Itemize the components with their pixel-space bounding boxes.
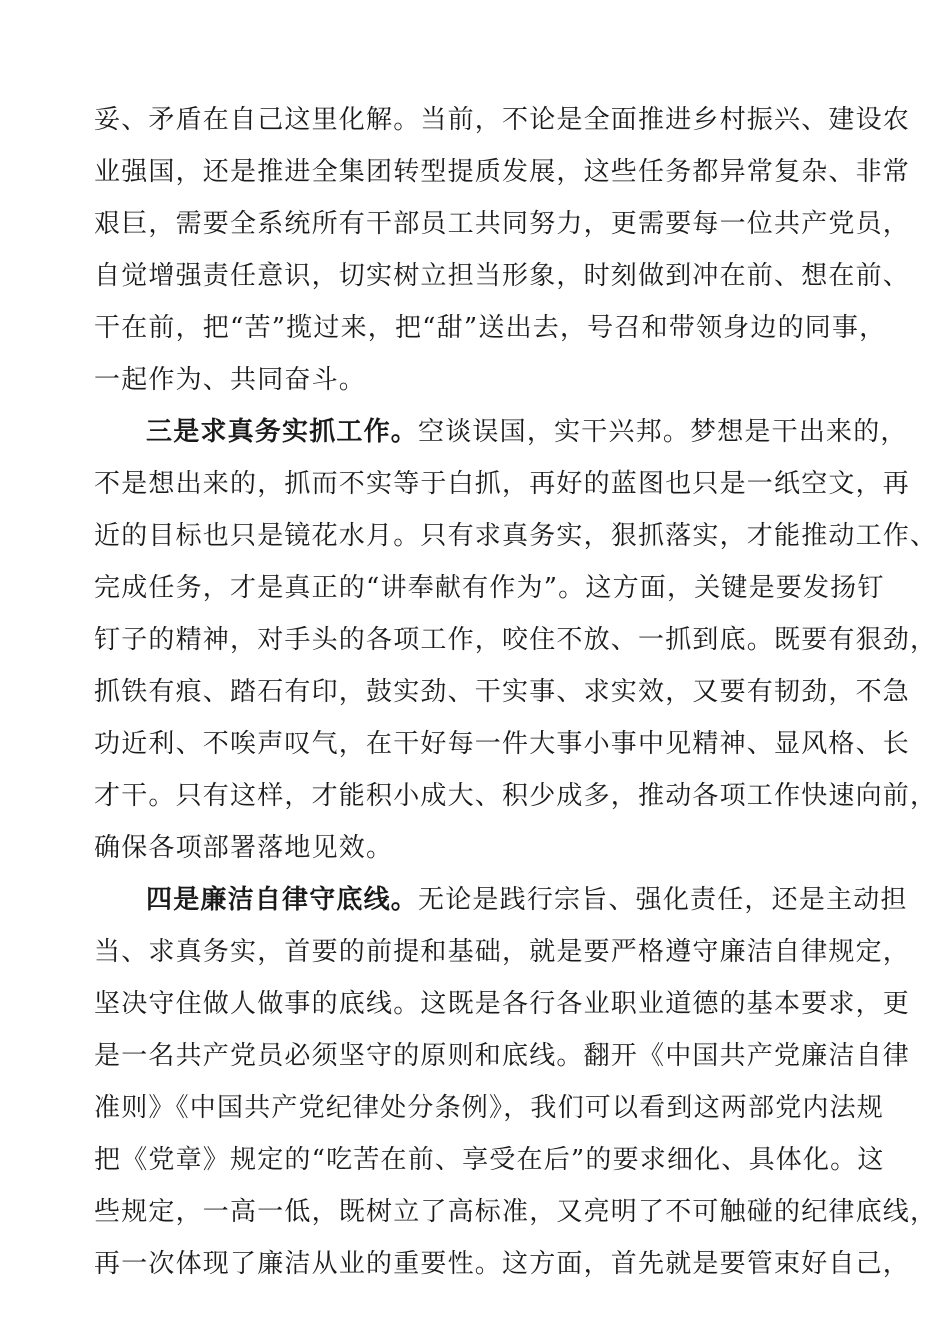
text-line: 自觉增强责任意识，切实树立担当形象，时刻做到冲在前、想在前、: [94, 261, 911, 291]
text-line: 完成任务，才是真正的“讲奉献有作为”。这方面，关键是要发扬钉: [94, 573, 885, 603]
paragraph-three-first-line: [146, 414, 908, 450]
text-line: 再一次体现了廉洁从业的重要性。这方面，首先就是要管束好自己，: [94, 1249, 911, 1279]
text-line: 抓铁有痕、踏石有印，鼓实劲、干实事、求实效，又要有韧劲，不急: [94, 677, 911, 707]
paragraph-four-text: 无论是践行宗旨、强化责任，还是主动担: [418, 885, 908, 915]
paragraph-three-heading: 三是求真务实抓工作。: [146, 417, 419, 447]
text-line: 确保各项部署落地见效。: [94, 833, 394, 863]
paragraph-four-heading: 四是廉洁自律守底线。: [146, 885, 419, 915]
text-line: 一起作为、共同奋斗。: [94, 365, 367, 395]
text-line: 干在前，把“苦”揽过来，把“甜”送出去，号召和带领身边的同事，: [94, 313, 887, 343]
text-line: 不是想出来的，抓而不实等于白抓，再好的蓝图也只是一纸空文，再: [94, 469, 911, 499]
text-line: 业强国，还是推进全集团转型提质发展，这些任务都异常复杂、非常: [94, 157, 911, 187]
text-line: 艰巨，需要全系统所有干部员工共同努力，更需要每一位共产党员，: [94, 209, 911, 239]
text-line: 妥、矛盾在自己这里化解。当前，不论是全面推进乡村振兴、建设农: [94, 105, 911, 135]
text-line: 钉子的精神，对手头的各项工作，咬住不放、一抓到底。既要有狠劲，: [94, 625, 938, 655]
text-line: 准则》《中国共产党纪律处分条例》，我们可以看到这两部党内法规: [94, 1093, 885, 1123]
text-line: 当、求真务实，首要的前提和基础，就是要严格遵守廉洁自律规定，: [94, 937, 911, 967]
text-line: 是一名共产党员必须坚守的原则和底线。翻开《中国共产党廉洁自律: [94, 1041, 911, 1071]
paragraph-three-text: 空谈误国，实干兴邦。梦想是干出来的，: [418, 417, 908, 447]
paragraph-four-first-line: [146, 882, 908, 918]
text-line: 功近利、不唉声叹气，在干好每一件大事小事中见精神、显风格、长: [94, 729, 911, 759]
text-line: 才干。只有这样，才能积小成大、积少成多，推动各项工作快速向前，: [94, 781, 938, 811]
text-line: 把《党章》规定的“吃苦在前、享受在后”的要求细化、具体化。这: [94, 1145, 885, 1175]
text-line: 近的目标也只是镜花水月。只有求真务实，狠抓落实，才能推动工作、: [94, 521, 938, 551]
text-line: 坚决守住做人做事的底线。这既是各行各业职业道德的基本要求，更: [94, 989, 911, 1019]
text-line: 些规定，一高一低，既树立了高标准，又亮明了不可触碰的纪律底线，: [94, 1197, 938, 1227]
